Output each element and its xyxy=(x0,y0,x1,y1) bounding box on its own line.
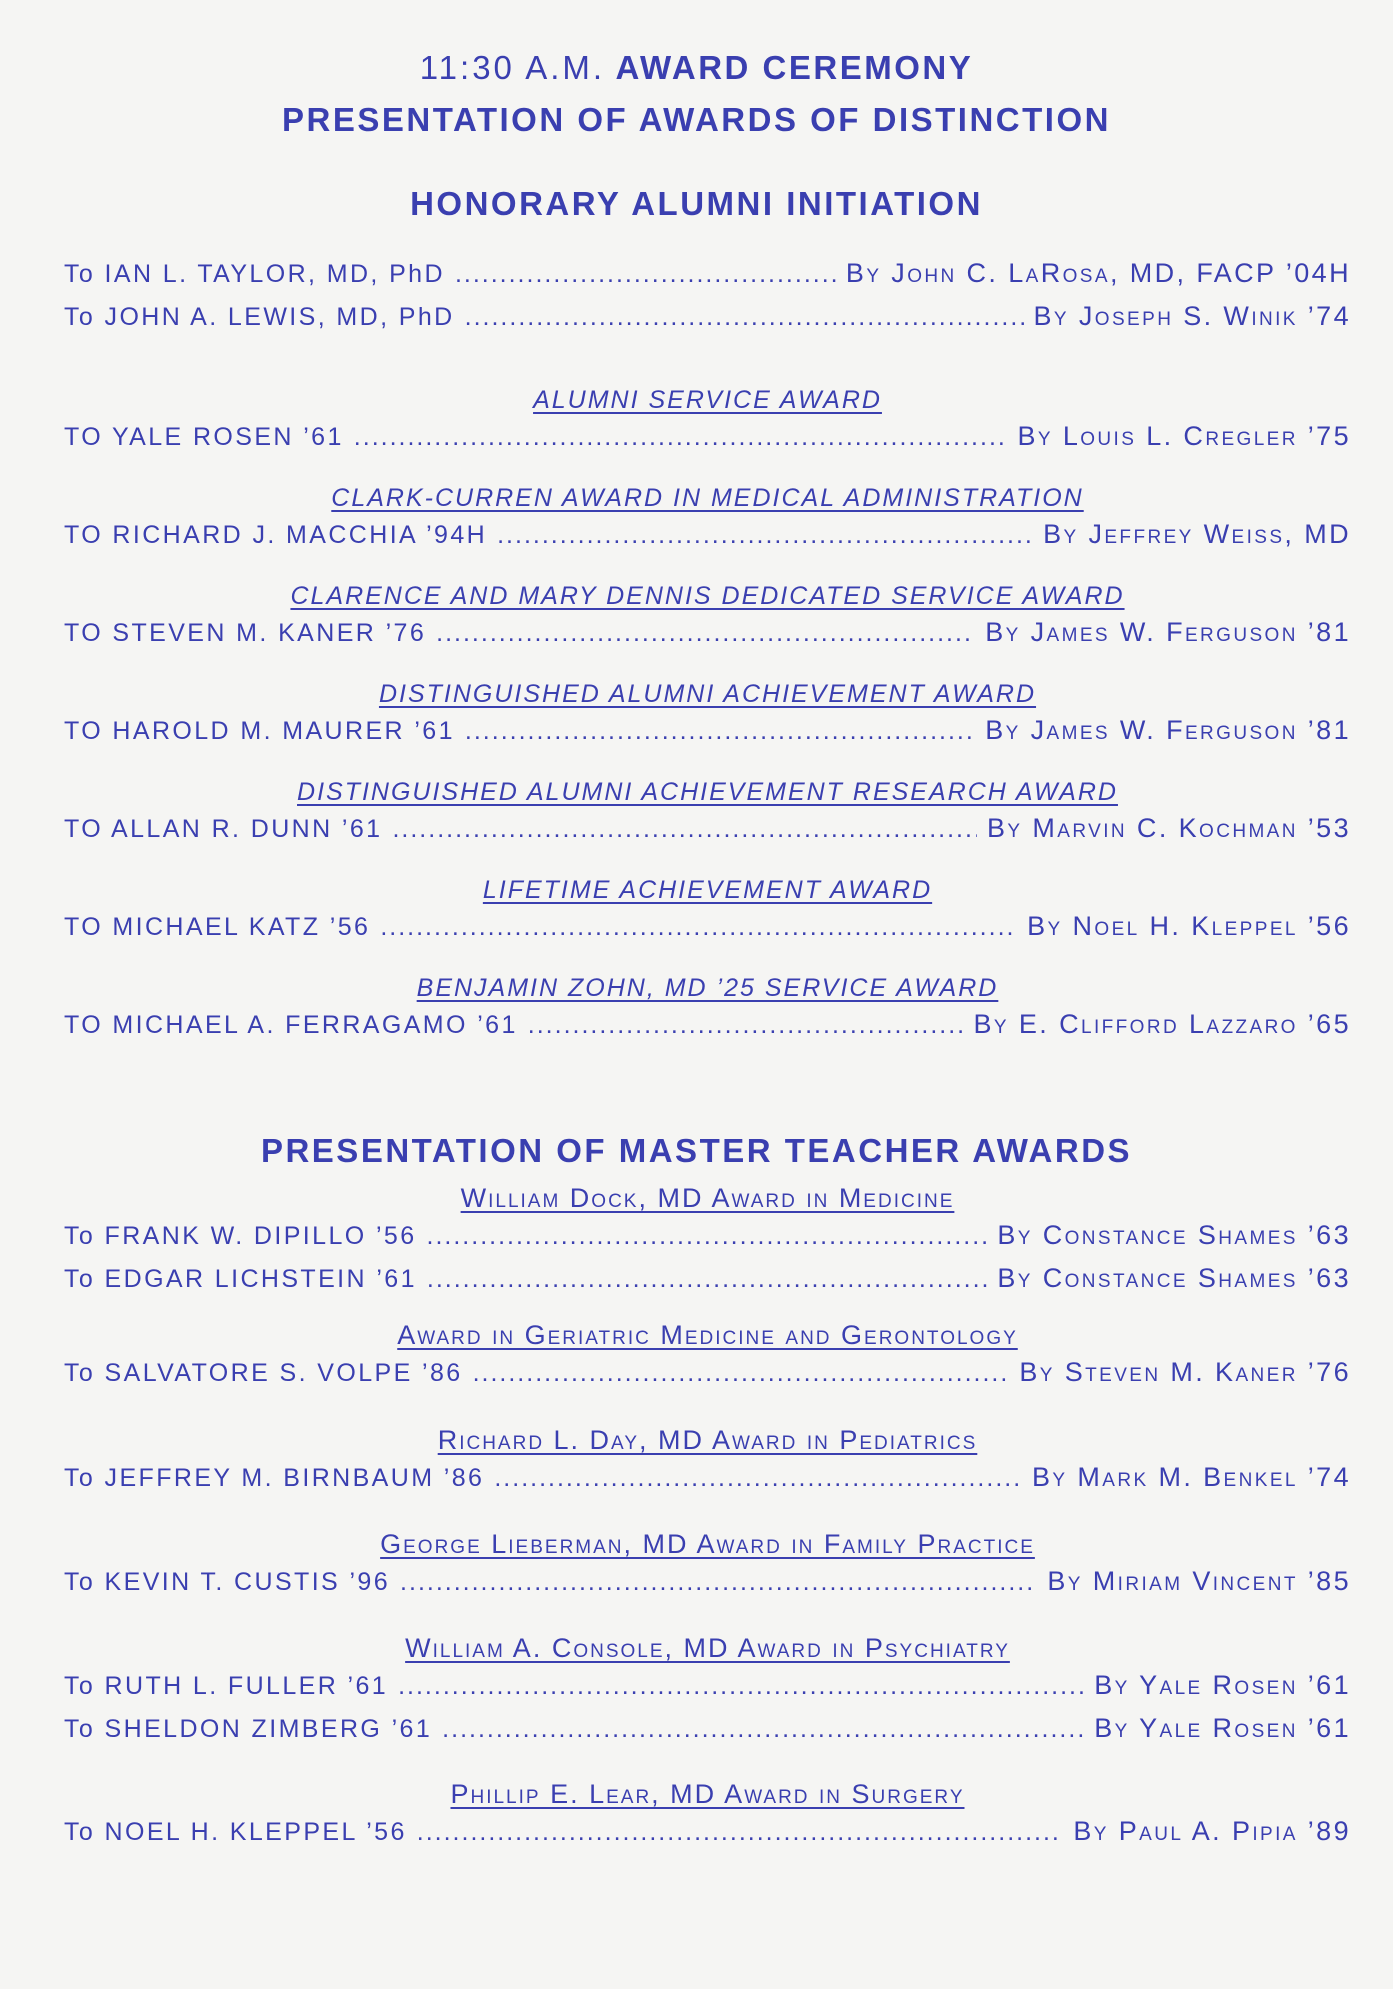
leader-dots xyxy=(427,1258,987,1300)
recipient: TO RICHARD J. MACCHIA ’94H xyxy=(64,521,488,549)
recipient: To JOHN A. LEWIS, MD, PhD xyxy=(64,303,455,331)
list-item xyxy=(64,513,1351,556)
recipient: TO MICHAEL KATZ ’56 xyxy=(64,913,371,941)
award-title: Phillip E. Lear, MD Award in Surgery xyxy=(450,1779,965,1809)
presenter: By Yale Rosen ’61 xyxy=(1094,1670,1351,1700)
list-item xyxy=(64,252,1351,295)
ceremony-label: AWARD CEREMONY xyxy=(615,49,974,86)
award-title: Richard L. Day, MD Award in Pediatrics xyxy=(437,1425,978,1455)
list-item xyxy=(64,611,1351,654)
leader-dots xyxy=(497,514,1033,556)
leader-dots xyxy=(417,1811,1064,1853)
presenter: By Paul A. Pipia ’89 xyxy=(1073,1816,1351,1846)
presenter: By James W. Ferguson ’81 xyxy=(985,715,1351,745)
leader-dots xyxy=(465,296,1024,338)
presenter: By James W. Ferguson ’81 xyxy=(985,617,1351,647)
recipient: TO YALE ROSEN ’61 xyxy=(64,423,344,451)
list-item xyxy=(64,905,1351,948)
distinction-awards xyxy=(64,386,1351,1072)
leader-dots xyxy=(380,906,1017,948)
leader-dots xyxy=(354,416,1008,458)
recipient: TO HAROLD M. MAURER ’61 xyxy=(64,717,455,745)
recipient: TO MICHAEL A. FERRAGAMO ’61 xyxy=(64,1011,518,1039)
award-group xyxy=(64,1320,1351,1425)
master-teacher-title: PRESENTATION OF MASTER TEACHER AWARDS xyxy=(260,1132,1133,1169)
award-title: LIFETIME ACHIEVEMENT AWARD xyxy=(482,876,933,904)
presenter: By Jeffrey Weiss, MD xyxy=(1043,519,1351,549)
honorary-list xyxy=(64,252,1351,338)
list-item xyxy=(64,1003,1351,1046)
presenter: By Noel H. Kleppel ’56 xyxy=(1027,911,1351,941)
recipient: To SALVATORE S. VOLPE ’86 xyxy=(64,1359,463,1387)
list-item xyxy=(64,807,1351,850)
list-item xyxy=(64,1214,1351,1257)
award-group xyxy=(64,484,1351,582)
presenter: By Constance Shames ’63 xyxy=(997,1263,1351,1293)
list-item xyxy=(64,1664,1351,1707)
presenter: By Joseph S. Winik ’74 xyxy=(1033,301,1351,331)
list-item xyxy=(64,1257,1351,1300)
presenter: By John C. LaRosa, MD, FACP ’04H xyxy=(845,258,1351,288)
award-title: George Lieberman, MD Award in Family Practice xyxy=(380,1529,1035,1559)
award-title: CLARK-CURREN AWARD IN MEDICAL ADMINISTRATION xyxy=(331,484,1084,512)
list-item xyxy=(64,709,1351,752)
ceremony-title xyxy=(0,42,1393,94)
list-item xyxy=(64,1351,1351,1394)
ceremony-time: 11:30 A.M. xyxy=(419,49,606,86)
leader-dots xyxy=(528,1004,964,1046)
recipient: To RUTH L. FULLER ’61 xyxy=(64,1672,389,1700)
recipient: TO ALLAN R. DUNN ’61 xyxy=(64,815,383,843)
leader-dots xyxy=(442,1708,1084,1750)
presenter: By E. Clifford Lazzaro ’65 xyxy=(973,1009,1351,1039)
list-item xyxy=(64,1560,1351,1603)
presenter: By Louis L. Cregler ’75 xyxy=(1017,421,1351,451)
leader-dots xyxy=(392,808,977,850)
award-group xyxy=(64,680,1351,778)
list-item xyxy=(64,415,1351,458)
award-title: Award in Geriatric Medicine and Gerontology xyxy=(397,1320,1018,1350)
recipient: To SHELDON ZIMBERG ’61 xyxy=(64,1715,433,1743)
leader-dots xyxy=(494,1457,1022,1499)
leader-dots xyxy=(455,253,836,295)
award-group xyxy=(64,778,1351,876)
leader-dots xyxy=(465,710,975,752)
award-title: ALUMNI SERVICE AWARD xyxy=(533,386,882,414)
recipient: To EDGAR LICHSTEIN ’61 xyxy=(64,1265,417,1293)
presenter: By Miriam Vincent ’85 xyxy=(1047,1566,1351,1596)
award-group xyxy=(64,1633,1351,1779)
award-title: DISTINGUISHED ALUMNI ACHIEVEMENT AWARD xyxy=(378,680,1037,708)
award-group xyxy=(64,1183,1351,1320)
page-header xyxy=(0,42,1393,146)
presenter: By Marvin C. Kochman ’53 xyxy=(987,813,1351,843)
presenter: By Yale Rosen ’61 xyxy=(1094,1713,1351,1743)
honorary-title: HONORARY ALUMNI INITIATION xyxy=(410,185,983,222)
leader-dots xyxy=(473,1352,1010,1394)
award-title: BENJAMIN ZOHN, MD ’25 SERVICE AWARD xyxy=(416,974,999,1002)
recipient: TO STEVEN M. KANER ’76 xyxy=(64,619,427,647)
recipient: To FRANK W. DIPILLO ’56 xyxy=(64,1222,417,1250)
presenter: By Constance Shames ’63 xyxy=(997,1220,1351,1250)
leader-dots xyxy=(427,1215,988,1257)
list-item xyxy=(64,1810,1351,1853)
presenter: By Mark M. Benkel ’74 xyxy=(1032,1462,1351,1492)
award-group xyxy=(64,582,1351,680)
list-item xyxy=(64,1456,1351,1499)
award-group xyxy=(64,974,1351,1072)
list-item xyxy=(64,1707,1351,1750)
award-title: CLARENCE AND MARY DENNIS DEDICATED SERVICE AWARD xyxy=(290,582,1125,610)
recipient: To JEFFREY M. BIRNBAUM ’86 xyxy=(64,1464,485,1492)
award-group xyxy=(64,1529,1351,1633)
award-title: DISTINGUISHED ALUMNI ACHIEVEMENT RESEARCH AWARD xyxy=(297,778,1118,806)
award-group xyxy=(64,1779,1351,1853)
award-title: William Dock, MD Award in Medicine xyxy=(460,1183,955,1213)
award-group xyxy=(64,876,1351,974)
list-item xyxy=(64,295,1351,338)
leader-dots xyxy=(436,612,975,654)
leader-dots xyxy=(400,1561,1037,1603)
recipient: To IAN L. TAYLOR, MD, PhD xyxy=(64,260,445,288)
recipient: To NOEL H. KLEPPEL ’56 xyxy=(64,1818,407,1846)
master-teacher-awards xyxy=(64,1183,1351,1853)
leader-dots xyxy=(398,1665,1084,1707)
presenter: By Steven M. Kaner ’76 xyxy=(1019,1357,1351,1387)
award-group xyxy=(64,386,1351,484)
ceremony-subtitle: PRESENTATION OF AWARDS OF DISTINCTION xyxy=(282,101,1111,138)
award-title: William A. Console, MD Award in Psychiatry xyxy=(405,1633,1010,1663)
recipient: To KEVIN T. CUSTIS ’96 xyxy=(64,1568,391,1596)
award-group xyxy=(64,1425,1351,1529)
